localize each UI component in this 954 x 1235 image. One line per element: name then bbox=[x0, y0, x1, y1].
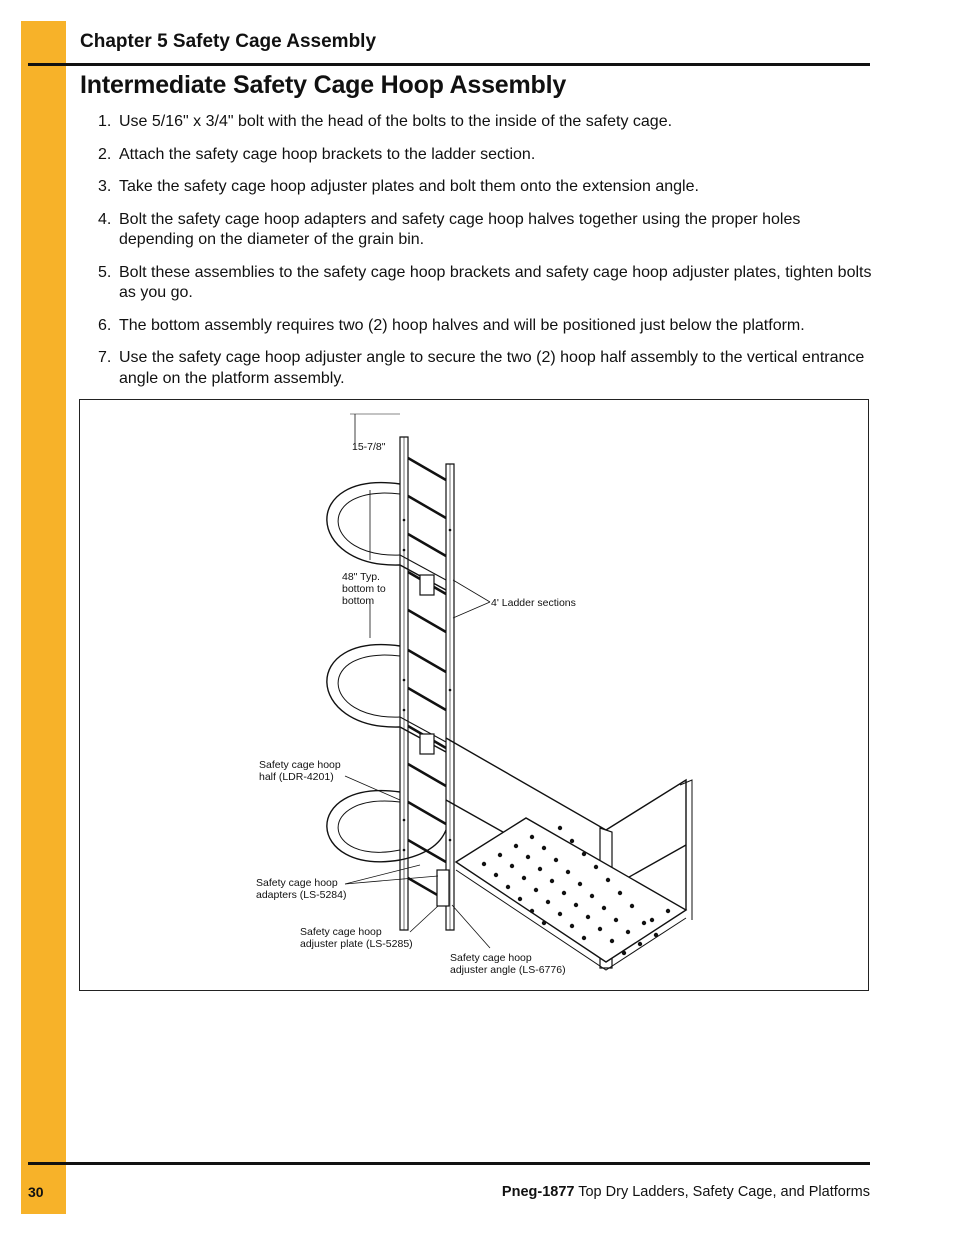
step-number: 5. bbox=[98, 263, 112, 281]
doc-title: Top Dry Ladders, Safety Cage, and Platforms bbox=[574, 1184, 870, 1200]
dimension-spacing-line2: bottom to bbox=[342, 583, 386, 595]
chapter-color-bar bbox=[21, 21, 66, 1214]
assembly-figure bbox=[79, 399, 869, 991]
dimension-top-label: 15-7/8" bbox=[352, 441, 386, 453]
hoop-adapters-label-line1: Safety cage hoop bbox=[256, 877, 338, 889]
adjuster-angle-label-line1: Safety cage hoop bbox=[450, 952, 532, 964]
dimension-spacing-line1: 48" Typ. bbox=[342, 571, 380, 583]
instruction-step bbox=[98, 316, 873, 337]
step-text: Bolt these assemblies to the safety cage hoop brackets and safety cage hoop adjuster plates, tighten bolts as you go. bbox=[119, 263, 872, 301]
step-text: Bolt the safety cage hoop adapters and safety cage hoop halves together using the proper holes depending on the diameter of the grain bin. bbox=[119, 210, 801, 248]
chapter-heading: Chapter 5 Safety Cage Assembly bbox=[80, 31, 377, 52]
footer-rule bbox=[28, 1162, 870, 1165]
instruction-list bbox=[98, 112, 873, 401]
step-number: 2. bbox=[98, 145, 112, 163]
dimension-spacing-line3: bottom bbox=[342, 595, 375, 607]
instruction-step bbox=[98, 112, 873, 133]
page-title: Intermediate Safety Cage Hoop Assembly bbox=[80, 71, 567, 99]
step-number: 1. bbox=[98, 113, 112, 130]
step-number: 3. bbox=[98, 178, 112, 195]
step-text: Use 5/16" x 3/4" bolt with the head of the bolts to the inside of the safety cage. bbox=[119, 113, 673, 130]
instruction-step bbox=[98, 145, 873, 166]
step-number: 6. bbox=[98, 316, 112, 334]
safety-cage-drawing bbox=[80, 400, 870, 992]
ladder-sections-label: 4' Ladder sections bbox=[491, 597, 576, 609]
header-rule bbox=[28, 63, 870, 66]
hoop-half-label-line2: half (LDR-4201) bbox=[259, 771, 334, 783]
step-text: Take the safety cage hoop adjuster plates and bolt them onto the extension angle. bbox=[119, 178, 699, 195]
instruction-step bbox=[98, 210, 873, 251]
instruction-step bbox=[98, 177, 873, 198]
instruction-step bbox=[98, 263, 873, 304]
step-text: Use the safety cage hoop adjuster angle to secure the two (2) hoop half assembly to the vertical entrance angle on the platform assembly. bbox=[119, 349, 865, 387]
adjuster-plate-label-line2: adjuster plate (LS-5285) bbox=[300, 938, 413, 950]
step-number: 4. bbox=[98, 210, 112, 228]
adjuster-plate-label-line1: Safety cage hoop bbox=[300, 926, 382, 938]
step-number: 7. bbox=[98, 349, 112, 366]
step-text: Attach the safety cage hoop brackets to the ladder section. bbox=[119, 145, 536, 163]
hoop-half-label-line1: Safety cage hoop bbox=[259, 759, 341, 771]
footer-doc-title bbox=[502, 1184, 870, 1200]
hoop-adapters-label-line2: adapters (LS-5284) bbox=[256, 889, 347, 901]
doc-id: Pneg-1877 bbox=[501, 1184, 575, 1200]
instruction-step bbox=[98, 348, 873, 389]
step-text: The bottom assembly requires two (2) hoop halves and will be positioned just below the platform. bbox=[119, 316, 805, 334]
adjuster-angle-label-line2: adjuster angle (LS-6776) bbox=[450, 964, 566, 976]
page-number: 30 bbox=[28, 1184, 44, 1200]
